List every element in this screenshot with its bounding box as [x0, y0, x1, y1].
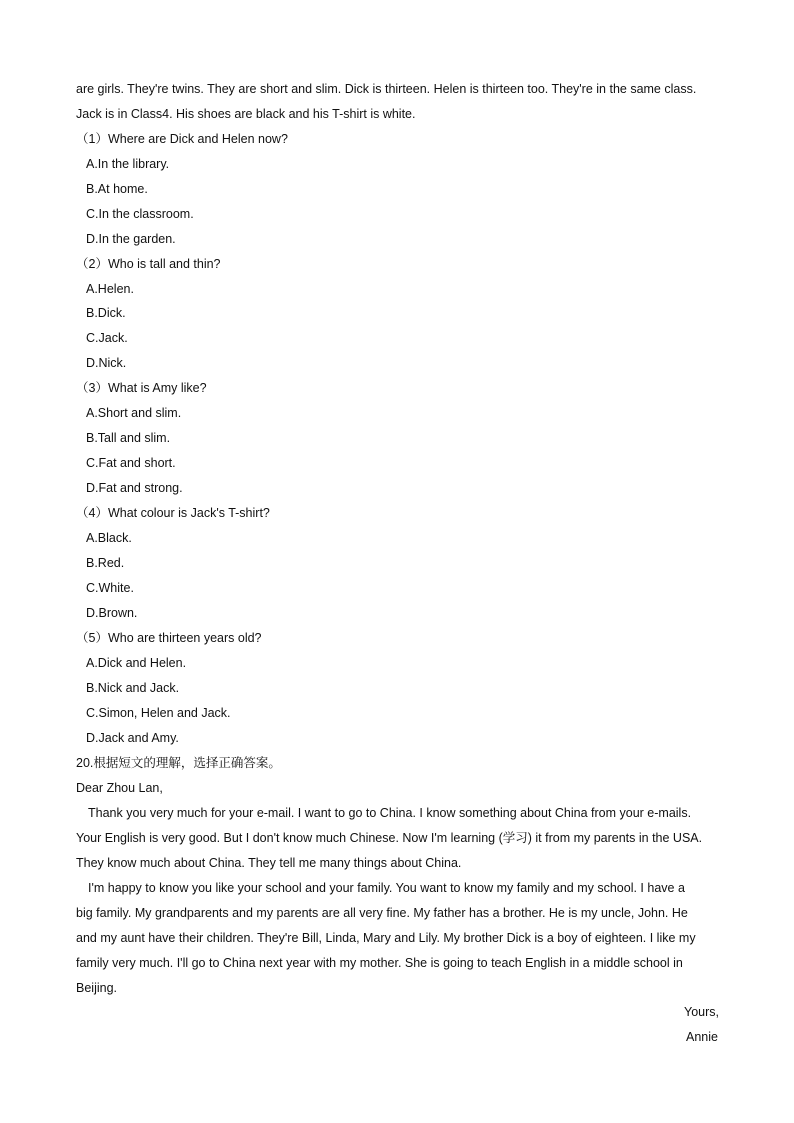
answer-option: D.Jack and Amy.	[86, 731, 179, 745]
letter-line: Your English is very good. But I don't know much Chinese. Now I'm learning (学习) it from my parents in the USA.	[76, 831, 703, 845]
answer-option: B.Dick.	[86, 306, 126, 320]
question-stem: （4）What colour is Jack's T-shirt?	[76, 506, 270, 520]
letter-line: big family. My grandparents and my parents are all very fine. My father has a brother. He is my uncle, John. He	[76, 906, 688, 920]
answer-option: B.Red.	[86, 556, 125, 570]
answer-option: A.Black.	[86, 531, 132, 545]
question-stem: （1）Where are Dick and Helen now?	[76, 132, 288, 146]
answer-option: D.Nick.	[86, 356, 127, 370]
letter-line: family very much. I'll go to China next year with my mother. She is going to teach English in a middle school in	[76, 956, 683, 970]
answer-option: A.Helen.	[86, 282, 134, 296]
answer-option: C.White.	[86, 581, 134, 595]
letter-line: They know much about China. They tell me many things about China.	[76, 856, 462, 870]
letter-line: I'm happy to know you like your school and your family. You want to know my family and my school. I have a	[88, 881, 685, 895]
question-stem: （2）Who is tall and thin?	[76, 257, 221, 271]
letter-closing: Yours,	[684, 1005, 719, 1019]
letter-greeting: Dear Zhou Lan,	[76, 781, 163, 795]
letter-line: Beijing.	[76, 981, 117, 995]
passage-line: Jack is in Class4. His shoes are black and his T-shirt is white.	[76, 107, 416, 121]
answer-option: B.Nick and Jack.	[86, 681, 180, 695]
passage-line: are girls. They're twins. They are short and slim. Dick is thirteen. Helen is thirteen too. They're in the same class.	[76, 82, 697, 96]
answer-option: A.In the library.	[86, 157, 170, 171]
answer-option: D.Brown.	[86, 606, 138, 620]
letter-signature: Annie	[686, 1030, 718, 1044]
answer-option: A.Short and slim.	[86, 406, 182, 420]
question-stem: （3）What is Amy like?	[76, 381, 207, 395]
answer-option: D.Fat and strong.	[86, 481, 183, 495]
answer-option: D.In the garden.	[86, 232, 176, 246]
answer-option: C.Fat and short.	[86, 456, 176, 470]
answer-option: A.Dick and Helen.	[86, 656, 187, 670]
answer-option: B.At home.	[86, 182, 148, 196]
answer-option: C.Jack.	[86, 331, 128, 345]
answer-option: C.Simon, Helen and Jack.	[86, 706, 231, 720]
section-heading: 20.根据短文的理解，选择正确答案。	[76, 756, 281, 770]
answer-option: C.In the classroom.	[86, 207, 194, 221]
letter-line: and my aunt have their children. They're Bill, Linda, Mary and Lily. My brother Dick is a boy of eighteen. I like my	[76, 931, 696, 945]
letter-line: Thank you very much for your e-mail. I want to go to China. I know something about China from your e-mails.	[88, 806, 692, 820]
question-stem: （5）Who are thirteen years old?	[76, 631, 262, 645]
answer-option: B.Tall and slim.	[86, 431, 171, 445]
